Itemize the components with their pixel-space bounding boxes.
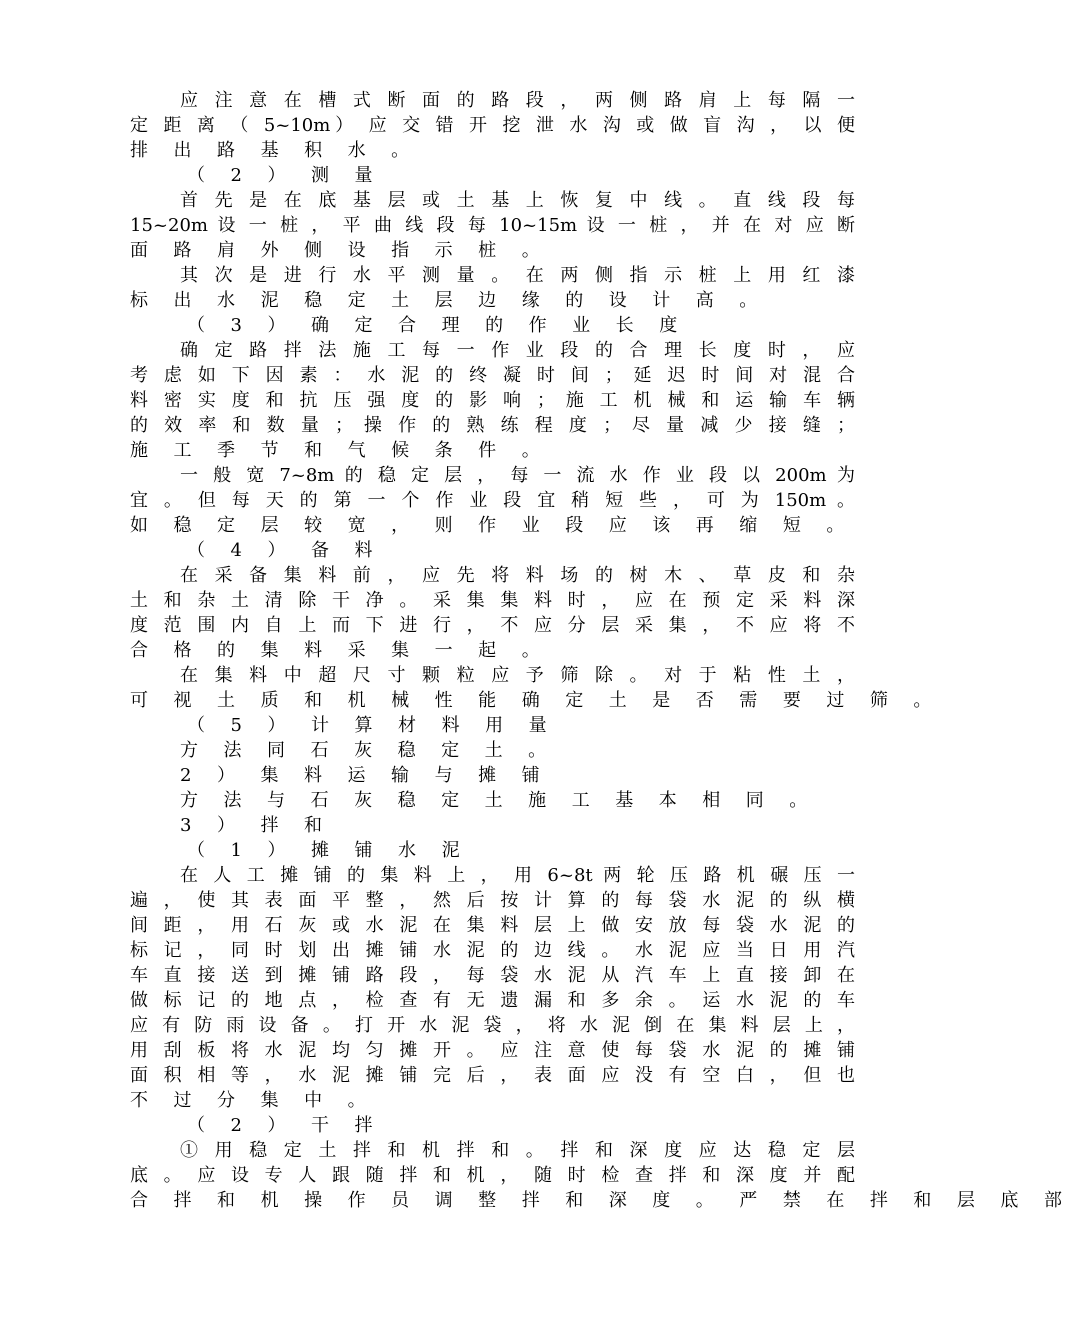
text-line: ① 用 稳 定 土 拌 和 机 拌 和 。 拌 和 深 度 应 达 稳 定 层	[180, 1140, 855, 1161]
text-line: 料 密 实 度 和 抗 压 强 度 的 影 响 ； 施 工 机 械 和 运 输 车 辆	[130, 390, 855, 411]
section-heading: （ 2 ） 干 拌	[187, 1115, 383, 1136]
text-line: 合 拌 和 机 操 作 员 调 整 拌 和 深 度 。 严 禁 在 拌 和 层 底 部	[130, 1190, 1072, 1211]
text-line: 3 ） 拌 和	[180, 815, 332, 836]
text-line: 面 积 相 等 ， 水 泥 摊 铺 完 后 ， 表 面 应 没 有 空 白 ， 但 也	[130, 1065, 855, 1086]
text-line: 2 ） 集 料 运 输 与 摊 铺	[180, 765, 550, 786]
document-body	[130, 88, 1072, 1213]
text-line: 间 距 ， 用 石 灰 或 水 泥 在 集 料 层 上 做 安 放 每 袋 水 泥 的	[130, 915, 855, 936]
section-heading: （ 4 ） 备 料	[187, 540, 383, 561]
text-line: 在 集 料 中 超 尺 寸 颗 粒 应 予 筛 除 。 对 于 粘 性 土 ，	[180, 665, 855, 686]
text-line: 在 人 工 摊 铺 的 集 料 上 ， 用 6~8t 两 轮 压 路 机 碾 压 一	[180, 865, 855, 886]
text-line: 土 和 杂 土 清 除 干 净 。 采 集 集 料 时 ， 应 在 预 定 采 料 深	[130, 590, 855, 611]
text-line: 方 法 与 石 灰 稳 定 土 施 工 基 本 相 同 。	[180, 790, 818, 811]
text-line: 施 工 季 节 和 气 候 条 件 。	[130, 440, 550, 461]
text-line: 一 般 宽 7~8m 的 稳 定 层 ， 每 一 流 水 作 业 段 以 200m 为	[180, 465, 855, 486]
text-line: 度 范 围 内 自 上 而 下 进 行 ， 不 应 分 层 采 集 ， 不 应 将 不	[130, 615, 855, 636]
text-line: 合 格 的 集 料 采 集 一 起 。	[130, 640, 550, 661]
text-line: 首 先 是 在 底 基 层 或 土 基 上 恢 复 中 线 。 直 线 段 每	[180, 190, 855, 211]
paragraph	[130, 188, 855, 263]
text-line: 底 。 应 设 专 人 跟 随 拌 和 机 ， 随 时 检 查 拌 和 深 度 并 配	[130, 1165, 855, 1186]
text-line: 方 法 同 石 灰 稳 定 土 。	[180, 740, 557, 761]
text-line: 定 距 离 （ 5~10m） 应 交 错 开 挖 泄 水 沟 或 做 盲 沟 ， 以 便	[130, 115, 855, 136]
section-heading: （ 2 ） 测 量	[187, 165, 383, 186]
text-line: 宜 。 但 每 天 的 第 一 个 作 业 段 宜 稍 短 些 ， 可 为 150m 。	[130, 490, 855, 511]
paragraph	[130, 263, 855, 313]
text-line: 考 虑 如 下 因 素 ： 水 泥 的 终 凝 时 间 ； 延 迟 时 间 对 混 合	[130, 365, 855, 386]
text-line: 车 直 接 送 到 摊 铺 路 段 ， 每 袋 水 泥 从 汽 车 上 直 接 卸 在	[130, 965, 855, 986]
text-line: 15~20m 设 一 桩 ， 平 曲 线 段 每 10~15m 设 一 桩 ， 并 在 对 应 断	[130, 215, 855, 236]
text-line: 在 采 备 集 料 前 ， 应 先 将 料 场 的 树 木 、 草 皮 和 杂	[180, 565, 855, 586]
section-heading: （ 5 ） 计 算 材 料 用 量	[187, 715, 557, 736]
text-line: 遍 ， 使 其 表 面 平 整 ， 然 后 按 计 算 的 每 袋 水 泥 的 纵 横	[130, 890, 855, 911]
text-line: 如 稳 定 层 较 宽 ， 则 作 业 段 应 该 再 缩 短 。	[130, 515, 855, 536]
paragraph	[130, 338, 855, 463]
text-line: 应 有 防 雨 设 备 。 打 开 水 泥 袋 ， 将 水 泥 倒 在 集 料 层 上 ，	[130, 1015, 855, 1036]
text-line: 排 出 路 基 积 水 。	[130, 140, 420, 161]
section-heading: （ 3 ） 确 定 合 理 的 作 业 长 度	[187, 315, 688, 336]
text-line: 可 视 土 质 和 机 械 性 能 确 定 土 是 否 需 要 过 筛 。	[130, 690, 942, 711]
text-line: 标 记 ， 同 时 划 出 摊 铺 水 泥 的 边 线 。 水 泥 应 当 日 用 汽	[130, 940, 855, 961]
text-line: 标 出 水 泥 稳 定 土 层 边 缘 的 设 计 高 。	[130, 290, 768, 311]
text-line: 面 路 肩 外 侧 设 指 示 桩 。	[130, 240, 550, 261]
paragraph	[130, 463, 855, 538]
section-heading: （ 1 ） 摊 铺 水 泥	[187, 840, 470, 861]
text-line: 做 标 记 的 地 点 ， 检 查 有 无 遗 漏 和 多 余 。 运 水 泥 的 车	[130, 990, 855, 1011]
text-line: 的 效 率 和 数 量 ； 操 作 的 熟 练 程 度 ； 尽 量 减 少 接 缝 ；	[130, 415, 855, 436]
paragraph	[130, 563, 855, 663]
text-line: 确 定 路 拌 法 施 工 每 一 作 业 段 的 合 理 长 度 时 ， 应	[180, 340, 855, 361]
text-line: 其 次 是 进 行 水 平 测 量 。 在 两 侧 指 示 桩 上 用 红 漆	[180, 265, 855, 286]
text-line: 不 过 分 集 中 。	[130, 1090, 376, 1111]
paragraph	[130, 863, 855, 1113]
paragraph	[130, 1138, 1072, 1213]
text-line: 应 注 意 在 槽 式 断 面 的 路 段 ， 两 侧 路 肩 上 每 隔 一	[180, 90, 855, 111]
text-line: 用 刮 板 将 水 泥 均 匀 摊 开 。 应 注 意 使 每 袋 水 泥 的 摊 铺	[130, 1040, 855, 1061]
paragraph	[130, 88, 855, 163]
paragraph	[130, 663, 942, 713]
